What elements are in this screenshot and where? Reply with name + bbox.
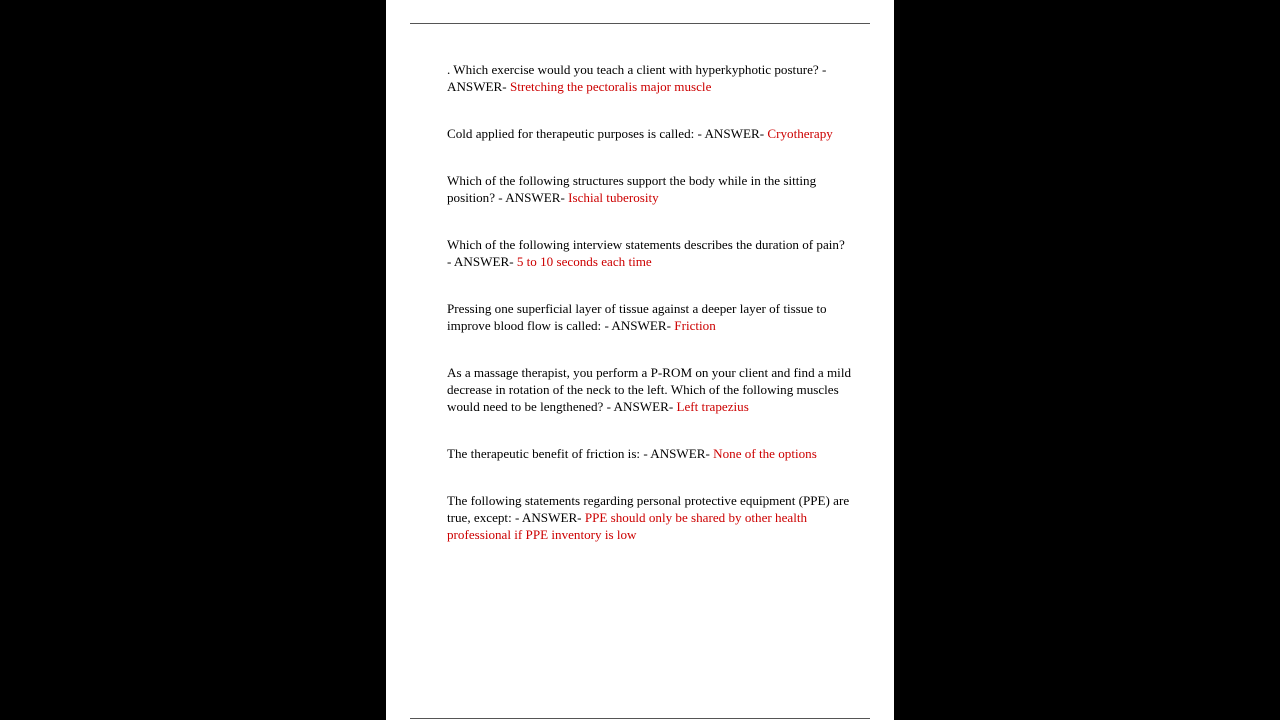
answer-text: Friction bbox=[674, 318, 716, 333]
qa-item bbox=[447, 125, 852, 142]
qa-item bbox=[447, 300, 852, 334]
question-text: Which of the following structures support the body while in the sitting position? - ANSWER- bbox=[447, 173, 817, 205]
qa-item bbox=[447, 492, 852, 543]
answer-text: 5 to 10 seconds each time bbox=[516, 254, 652, 269]
qa-item bbox=[447, 61, 852, 95]
question-text: Which of the following interview statements describes the duration of pain? - ANSWER- bbox=[447, 237, 845, 269]
question-text: . Which exercise would you teach a client with hyperkyphotic posture? - ANSWER- bbox=[447, 62, 827, 94]
question-text: The following statements regarding personal protective equipment (PPE) are true, except: - ANSWER- bbox=[447, 493, 850, 525]
bottom-rule bbox=[410, 718, 870, 719]
question-text: As a massage therapist, you perform a P-ROM on your client and find a mild decrease in rotation of the neck to the left. Which of the following muscles would need to be lengthened? - ANSWER- bbox=[447, 365, 852, 414]
answer-text: PPE should only be shared by other health professional if PPE inventory is low bbox=[447, 510, 808, 542]
answer-text: None of the options bbox=[713, 446, 817, 461]
answer-text: Cryotherapy bbox=[767, 126, 833, 141]
qa-item bbox=[447, 364, 852, 415]
question-text: Pressing one superficial layer of tissue against a deeper layer of tissue to improve blood flow is called: - ANSWER- bbox=[447, 301, 827, 333]
qa-item bbox=[447, 172, 852, 206]
answer-text: Ischial tuberosity bbox=[568, 190, 659, 205]
qa-item bbox=[447, 445, 852, 462]
qa-item bbox=[447, 236, 852, 270]
answer-text: Stretching the pectoralis major muscle bbox=[509, 79, 712, 94]
top-rule bbox=[410, 23, 870, 24]
answer-text: Left trapezius bbox=[676, 399, 749, 414]
question-text: The therapeutic benefit of friction is: - ANSWER- bbox=[447, 446, 710, 461]
document-page bbox=[386, 0, 894, 720]
qa-list bbox=[447, 61, 852, 573]
question-text: Cold applied for therapeutic purposes is called: - ANSWER- bbox=[447, 126, 765, 141]
